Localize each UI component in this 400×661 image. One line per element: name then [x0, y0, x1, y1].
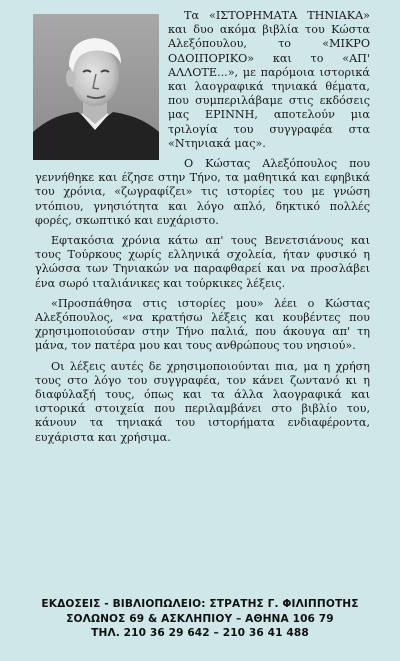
- photo-wrap-space: [35, 9, 168, 163]
- paragraph-2: Ο Κώστας Αλεξόπουλος που γεννήθηκε και έζησε στην Τήνο, τα μαθητικά και εφηβικά του χρόνια, «ζωγραφίζει» τις ιστορίες του με γνώση ντόπιου, γνησιότητα και λόγο απλό, δηκτικό πολλές φορές, σκωπτικό και ευχάριστο.: [35, 157, 370, 227]
- paragraph-1: Τα «ΙΣΤΟΡΗΜΑΤΑ ΤΗΝΙΑΚΑ» και δυο ακόμα βιβλία του Κώστα Αλεξόπουλου, το «ΜΙΚΡΟ ΟΔΟΙΠΟΡΙΚΟ» και το «ΑΠ' ΑΛΛΟΤΕ...», με παρόμοια ιστορικά και λαογραφικά τηνιακά θέματα, που συμπεριλάβαμε στις εκδόσεις μας ΕΡΙΝΝΗ, αποτελούν μια τριλογία του συγγραφέα στα «Ντηνιακά μας».: [168, 9, 370, 150]
- publisher-footer: [0, 597, 400, 641]
- paragraph-4: «Προσπάθησα στις ιστορίες μου» λέει ο Κώστας Αλεξόπουλος, «να κρατήσω λέξεις και κουβέντες που χρησιμοποιούσαν στην Τήνο παλιά, που άκουγα απ' τη μάνα, τον πατέρα μου και τους ανθρώπους του νησιού».: [35, 296, 370, 353]
- publisher-phone: ΤΗΛ. 210 36 29 642 – 210 36 41 488: [91, 627, 309, 639]
- publisher-name: ΕΚΔΟΣΕΙΣ - ΒΙΒΛΙΟΠΩΛΕΙΟ: ΣΤΡΑΤΗΣ Γ. ΦΙΛΙΠΠΟΤΗΣ: [41, 598, 359, 610]
- body-text: [35, 9, 370, 451]
- paragraph-3: Εφτακόσια χρόνια κάτω απ' τους Βενετσιάνους και τους Τούρκους χωρίς ελληνικά σχολεία, ήταν φυσικό η γλώσσα των Τηνιακών να παραφθαρεί και να προσλάβει ένα σωρό ιταλιάνικες και τούρκικες λέξεις.: [35, 234, 370, 290]
- paragraph-5: Οι λέξεις αυτές δε χρησιμοποιούνται πια, μα η χρήση τους στο λόγο του συγγραφέα, τον κάνει ζωντανό κι η διαφύλαξή τους, όπως και τα άλλα λαογραφικά και ιστορικά στοιχεία που περιλαμβάνει στο βιβλίο του, κάνουν τα τηνιακά του ιστορήματα ενδιαφέροντα, ευχάριστα και χρήσιμα.: [35, 359, 370, 444]
- publisher-address: ΣΟΛΩΝΟΣ 69 & ΑΣΚΛΗΠΙΟΥ – ΑΘΗΝΑ 106 79: [66, 612, 334, 625]
